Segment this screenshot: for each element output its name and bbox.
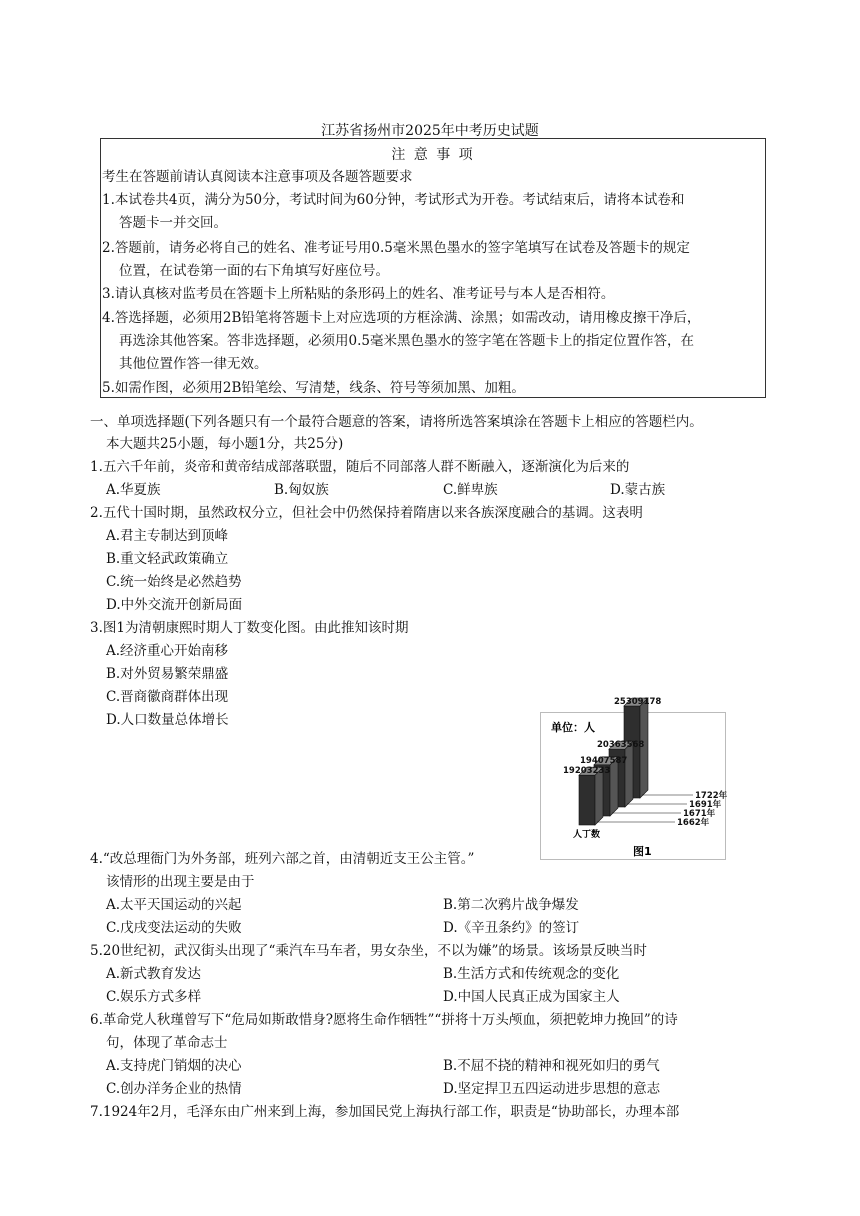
q2-option-c: C.统一始终是必然趋势: [106, 574, 242, 590]
q5-stem: 5.20世纪初，武汉街头出现了“乘汽车马车者，男女杂坐，不以为嫌”的场景。该场景反映当时: [90, 943, 647, 959]
q3-stem: 3.图1为清朝康熙时期人丁数变化图。由此推知该时期: [90, 620, 409, 636]
q4-stem-line-2: 该情形的出现主要是由于: [106, 874, 255, 890]
notice-item-2-line-1: 2.答题前，请务必将自己的姓名、准考证号用0.5毫米黑色墨水的签字笔填写在试卷及答题卡的规定: [102, 240, 690, 256]
q6-option-b: B.不屈不挠的精神和视死如归的勇气: [443, 1058, 660, 1074]
q3-option-a: A.经济重心开始南移: [106, 643, 229, 659]
q6-option-c: C.创办洋务企业的热情: [106, 1081, 242, 1097]
figure-year-label-1: 1671年: [683, 809, 716, 819]
notice-intro: 考生在答题前请认真阅读本注意事项及各题答题要求: [102, 169, 413, 185]
q2-stem: 2.五代十国时期，虽然政权分立，但社会中仍然保持着隋唐以来各族深度融合的基调。这表明: [90, 505, 643, 521]
notice-item-2-line-2: 位置，在试卷第一面的右下角填写好座位号。: [119, 263, 389, 279]
q4-stem-line-1: 4.“改总理衙门为外务部，班列六部之首，由清朝近支王公主管。”: [90, 851, 475, 867]
q1-option-a: A.华夏族: [106, 482, 161, 498]
section-1-heading: 一、单项选择题(下列各题只有一个最符合题意的答案，请将所选答案填涂在答题卡上相应的答题栏内。: [90, 414, 703, 430]
q7-stem: 7.1924年2月，毛泽东由广州来到上海，参加国民党上海执行部工作，职责是“协助部长，办理本部: [90, 1104, 680, 1120]
notice-item-4-line-3: 其他位置作答一律无效。: [119, 356, 268, 372]
figure-caption: 图1: [633, 845, 652, 858]
q5-option-d: D.中国人民真正成为国家主人: [443, 989, 620, 1005]
notice-item-1-line-2: 答题卡一并交回。: [119, 215, 227, 231]
notice-item-3: 3.请认真核对监考员在答题卡上所粘贴的条形码上的姓名、准考证号与本人是否相符。: [102, 286, 615, 302]
q6-stem-line-1: 6.革命党人秋瑾曾写下“危局如斯敢惜身?愿将生命作牺牲”“拼将十万头颅血，须把乾坤力挽回”的诗: [90, 1012, 678, 1028]
section-1-subheading: 本大题共25小题，每小题1分，共25分): [106, 436, 344, 452]
notice-heading: 注 意 事 项: [391, 147, 475, 163]
q6-option-a: A.支持虎门销烟的决心: [106, 1058, 242, 1074]
figure-axis-label: 人丁数: [573, 830, 601, 840]
figure-1: [540, 697, 728, 860]
q6-stem-line-2: 句，体现了革命志士: [106, 1035, 228, 1051]
q2-option-d: D.中外交流开创新局面: [106, 597, 243, 613]
q5-option-c: C.娱乐方式多样: [106, 989, 202, 1005]
q1-stem: 1.五六千年前，炎帝和黄帝结成部落联盟，随后不同部落人群不断融入，逐渐演化为后来的: [90, 459, 630, 475]
figure-year-label-3: 1722年: [695, 791, 728, 801]
figure-bar-side-2: [625, 741, 633, 807]
q2-option-a: A.君主专制达到顶峰: [106, 528, 229, 544]
q1-option-b: B.匈奴族: [274, 482, 329, 498]
q5-option-a: A.新式教育发达: [106, 966, 202, 982]
q1-option-c: C.鲜卑族: [443, 482, 498, 498]
q4-option-d: D.《辛丑条约》的签订: [443, 920, 580, 936]
q3-option-b: B.对外贸易繁荣鼎盛: [106, 666, 229, 682]
q4-option-b: B.第二次鸦片战争爆发: [443, 897, 579, 913]
q3-option-c: C.晋商徽商群体出现: [106, 689, 229, 705]
exam-title: 江苏省扬州市2025年中考历史试题: [321, 123, 539, 139]
figure-value-label-0: 19203233: [563, 766, 611, 777]
figure-value-label-2: 20363568: [597, 740, 645, 751]
q4-option-c: C.戊戌变法运动的失败: [106, 920, 242, 936]
figure-1-chart: [541, 697, 728, 859]
figure-year-label-0: 1662年: [677, 818, 710, 828]
figure-unit-label: 单位：人: [551, 721, 595, 734]
q5-option-b: B.生活方式和传统观念的变化: [443, 966, 620, 982]
figure-bar-0: [579, 775, 595, 825]
q3-option-d: D.人口数量总体增长: [106, 712, 229, 728]
notice-item-1-line-1: 1.本试卷共4页，满分为50分，考试时间为60分钟，考试形式为开卷。考试结束后，请将本试卷和: [102, 192, 685, 208]
q1-option-d: D.蒙古族: [610, 482, 666, 498]
figure-value-label-3: 25309178: [614, 697, 662, 707]
notice-item-5: 5.如需作图，必须用2B铅笔绘、写清楚，线条、符号等须加黑、加粗。: [102, 380, 525, 396]
figure-year-label-2: 1691年: [689, 800, 722, 810]
figure-value-label-1: 19407587: [580, 755, 628, 766]
notice-item-4-line-1: 4.答选择题，必须用2B铅笔将答题卡上对应选项的方框涂满、涂黑；如需改动，请用橡皮擦干净后，: [102, 310, 701, 326]
q2-option-b: B.重文轻武政策确立: [106, 551, 229, 567]
q6-option-d: D.坚定捍卫五四运动进步思想的意志: [443, 1081, 661, 1097]
q4-option-a: A.太平天国运动的兴起: [106, 897, 242, 913]
notice-item-4-line-2: 再选涂其他答案。答非选择题，必须用0.5毫米黑色墨水的签字笔在答题卡上的指定位置作答，在: [119, 333, 694, 349]
